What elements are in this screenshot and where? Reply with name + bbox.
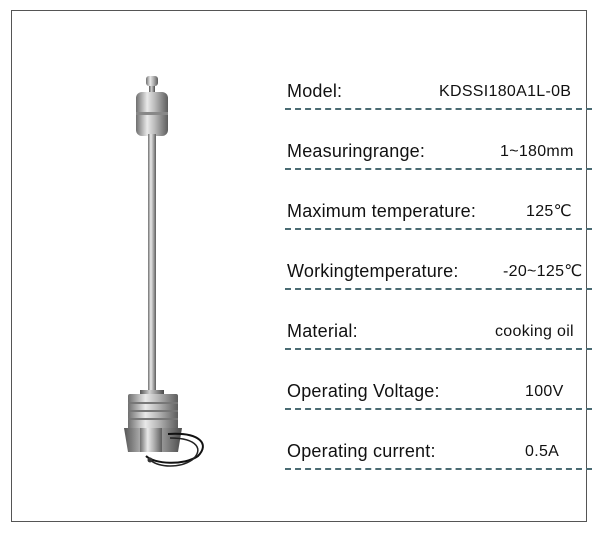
float-level-sensor-icon bbox=[110, 72, 220, 472]
spec-label: Operating current: bbox=[287, 441, 436, 461]
spec-value: -20~125℃ bbox=[503, 263, 583, 280]
spec-row-operating-voltage bbox=[285, 372, 592, 410]
spec-row-working-temperature bbox=[285, 252, 592, 290]
spec-value: 100V bbox=[525, 383, 564, 400]
spec-label: Operating Voltage: bbox=[287, 381, 440, 401]
spec-value: cooking oil bbox=[495, 323, 574, 340]
spec-row-material bbox=[285, 312, 592, 350]
spec-value: KDSSI180A1L-0B bbox=[439, 83, 572, 100]
spec-label: Model: bbox=[287, 81, 343, 101]
spec-label: Workingtemperature: bbox=[287, 261, 459, 281]
spec-value: 1~180mm bbox=[500, 143, 574, 160]
spec-label: Maximum temperature: bbox=[287, 201, 477, 221]
spec-label: Measuringrange: bbox=[287, 141, 426, 161]
spec-value: 125℃ bbox=[526, 203, 572, 220]
spec-label: Material: bbox=[287, 321, 358, 341]
spec-row-measuring-range bbox=[285, 132, 592, 170]
spec-row-operating-current bbox=[285, 432, 592, 470]
spec-value: 0.5A bbox=[525, 443, 560, 460]
spec-row-max-temperature bbox=[285, 192, 592, 230]
spec-row-model bbox=[285, 72, 592, 110]
